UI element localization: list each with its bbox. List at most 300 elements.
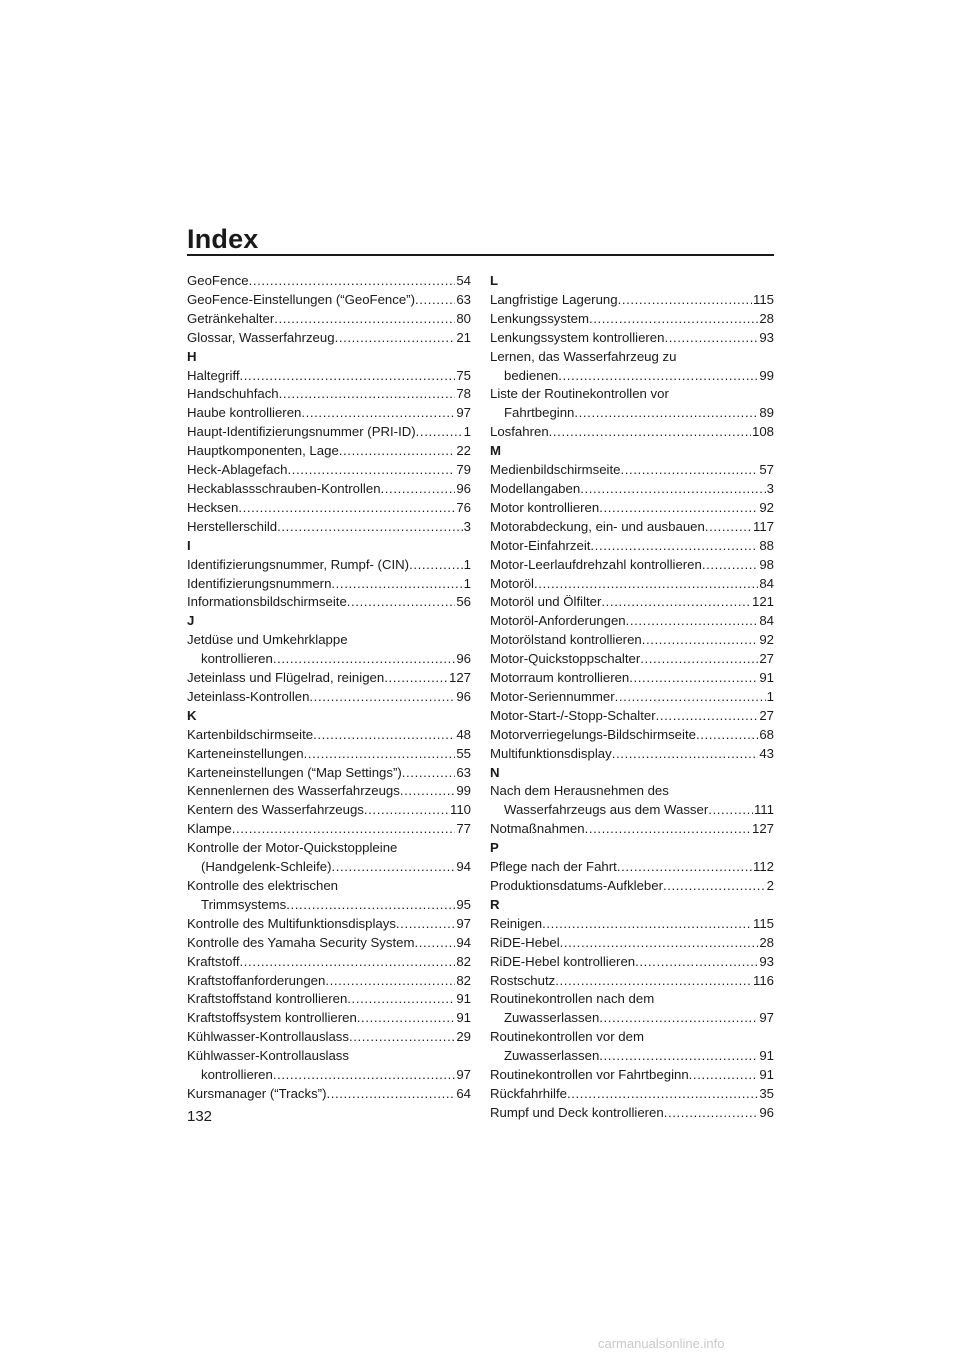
dot-leader [664,329,758,348]
index-entry [490,707,774,726]
dot-leader [629,669,758,688]
index-entry [187,404,471,423]
index-page-ref: 76 [456,499,471,515]
index-page-ref: 97 [759,1010,774,1026]
index-entry-text: Kursmanager (“Tracks”) [187,1085,327,1101]
index-entry [187,990,471,1009]
index-entry-text: Jetdüse und Umkehrklappe [187,632,348,648]
index-page-ref: 57 [759,462,774,478]
index-page-ref: 29 [456,1029,471,1045]
dot-leader [384,669,448,688]
index-page-ref: 63 [456,291,471,307]
index-entry-text: Kraftstoffstand kontrollieren [187,991,348,1007]
index-entry [187,896,471,915]
index-entry [490,593,774,612]
index-entry-text: Kontrolle der Motor-Quickstoppleine [187,840,398,856]
index-entry [187,461,471,480]
index-page-ref: 1 [463,575,471,591]
index-page-ref: 96 [456,688,471,704]
dot-leader [590,537,758,556]
index-page-ref: 2 [766,878,774,893]
dot-leader [364,801,449,820]
dot-leader [534,575,758,594]
index-entry-text: Haube kontrollieren [187,405,302,421]
index-entry [490,423,774,442]
dot-leader [601,593,751,612]
dot-leader [702,556,758,575]
index-page-ref: 78 [456,386,471,402]
index-entry-text: Modellangaben [490,480,581,496]
index-page-ref: 99 [456,783,471,799]
dot-leader [415,291,455,310]
index-entry [490,1047,774,1066]
index-entry [187,782,471,801]
dot-leader [560,934,759,953]
index-entry-text: Zuwasserlassen [504,1048,600,1064]
index-page-ref: 27 [759,651,774,667]
dot-leader [396,915,455,934]
index-entry-text: Motor-Quickstoppschalter [490,651,641,667]
index-entry-text: Kartenbildschirmseite [187,726,314,742]
dot-leader [313,726,455,745]
index-entry [187,745,471,764]
dot-leader [339,442,456,461]
index-entry-text: Motor-Einfahrzeit [490,537,591,553]
index-entry [187,367,471,386]
index-entry-text: Rostschutz [490,972,556,988]
index-entry [187,953,471,972]
index-page-ref: 55 [456,745,471,761]
index-letter-heading: R [490,896,500,912]
index-page-ref: 88 [759,537,774,553]
index-entry-text: Lernen, das Wasserfahrzeug zu [490,348,677,364]
index-page-ref: 22 [456,443,471,459]
dot-leader [663,877,766,896]
index-page-ref: 3 [463,518,471,534]
index-entry-text: Motorverriegelungs-Bildschirmseite [490,726,696,742]
index-letter-heading: I [187,537,191,553]
dot-leader [612,745,759,764]
index-letter-heading: K [187,707,197,723]
dot-leader [400,782,455,801]
index-entry-text: Routinekontrollen nach dem [490,991,655,1007]
index-page-ref: 94 [456,859,471,875]
index-page-ref: 92 [759,632,774,648]
index-entry [187,726,471,745]
index-entry [187,272,471,291]
index-entry [490,877,774,896]
index-entry [187,480,471,499]
index-letter-heading: M [490,443,501,459]
dot-leader [574,404,758,423]
index-entry [187,688,471,707]
index-entry-text: Nach dem Herausnehmen des [490,783,669,799]
index-entry [490,575,774,594]
index-entry-text: Fahrtbeginn [504,405,575,421]
index-page-ref: 82 [456,953,471,969]
index-entry [490,688,774,707]
index-entry [187,1028,471,1047]
index-entry-text: (Handgelenk-Schleife) [201,859,332,875]
dot-leader [309,688,455,707]
index-entry-text: Kontrolle des Yamaha Security System [187,934,415,950]
index-entry-text: Kontrolle des Multifunktionsdisplays [187,915,396,931]
dot-leader [549,423,751,442]
index-entry-text: Produktionsdatums-Aufkleber [490,878,663,893]
index-column-left [187,272,471,1104]
dot-leader [580,480,765,499]
index-entry-text: Kühlwasser-Kontrollauslass [187,1029,349,1045]
index-page-ref: 35 [759,1085,774,1101]
index-entry-text: GeoFence [187,273,249,288]
index-entry [490,631,774,650]
index-entry [187,423,471,442]
dot-leader [642,631,759,650]
index-page-ref: 84 [759,613,774,629]
index-entry [187,310,471,329]
index-page-ref: 91 [456,991,471,1007]
index-entry-text: Herstellerschild [187,518,278,534]
index-entry-text: Lenkungssystem kontrollieren [490,329,665,345]
index-page-ref: 95 [456,896,471,912]
index-entry-text: Glossar, Wasserfahrzeug [187,329,335,345]
index-entry [490,291,774,310]
index-entry [490,329,774,348]
dot-leader [301,404,455,423]
index-page-ref: 91 [759,1067,774,1083]
dot-leader [240,953,456,972]
index-entry [187,1009,471,1028]
index-entry [490,310,774,329]
index-entry-text: Kontrolle des elektrischen [187,878,339,893]
dot-leader [542,915,752,934]
index-entry-text: Kennenlernen des Wasserfahrzeugs [187,783,400,799]
index-page-ref: 91 [759,670,774,686]
dot-leader [381,480,456,499]
index-entry-text: Langfristige Lagerung [490,291,618,307]
dot-leader [349,1028,455,1047]
index-page-ref: 91 [456,1010,471,1026]
dot-leader [615,688,766,707]
index-entry [490,537,774,556]
index-entry-text: Motoröl und Ölfilter [490,594,602,610]
index-page-ref: 27 [759,707,774,723]
index-entry-text: Identifizierungsnummern [187,575,332,591]
index-page-ref: 121 [751,594,774,610]
index-entry-text: Wasserfahrzeugs aus dem Wasser [504,802,709,818]
index-entry-text: Routinekontrollen vor Fahrtbeginn [490,1067,689,1083]
index-entry-text: Losfahren [490,424,549,440]
index-entry-text: Heck-Ablagefach [187,462,288,478]
index-entry [187,858,471,877]
dot-leader [585,820,751,839]
index-page-ref: 80 [456,310,471,326]
index-entry [490,972,774,991]
index-page-ref: 63 [456,764,471,780]
index-page-ref: 1 [766,688,774,704]
index-entry-text: Pflege nach der Fahrt [490,859,617,875]
index-entry [187,934,471,953]
dot-leader [402,764,456,783]
index-page-ref: 89 [759,405,774,421]
index-page-ref: 112 [752,859,774,875]
index-entry-text: Motorölstand kontrollieren [490,632,642,648]
index-entry [187,801,471,820]
index-entry [490,518,774,537]
dot-leader [274,310,455,329]
index-entry-text: Kühlwasser-Kontrollauslass [187,1048,349,1064]
index-entry [490,953,774,972]
index-entry-text: Motorabdeckung, ein- und ausbauen [490,518,705,534]
index-page-ref: 77 [456,821,471,837]
index-page-ref: 110 [449,802,471,818]
index-entry-text: Rumpf und Deck kontrollieren [490,1104,664,1120]
index-entry [490,556,774,575]
index-page-ref: 93 [759,329,774,345]
index-entry [187,291,471,310]
dot-leader [409,556,463,575]
index-entry-text: Haltegriff [187,367,240,383]
index-entry [187,499,471,518]
index-entry-text: Hauptkomponenten, Lage [187,443,339,459]
index-letter-heading: J [187,613,195,629]
index-entry [490,1009,774,1028]
index-entry [187,650,471,669]
index-entry-text: Trimmsystems [201,896,287,912]
index-entry [490,461,774,480]
dot-leader [656,707,759,726]
dot-leader [249,272,456,291]
dot-leader [599,1047,758,1066]
index-page-ref: 97 [456,915,471,931]
index-entry [490,1085,774,1104]
dot-leader [240,367,456,386]
index-entry [490,1066,774,1085]
index-entry-text: kontrollieren [201,651,273,667]
index-entry [490,745,774,764]
index-entry-text: Routinekontrollen vor dem [490,1029,644,1045]
index-entry [187,1085,471,1104]
index-entry [490,801,774,820]
index-entry-text: Kraftstoff [187,953,240,969]
index-page-ref: 93 [759,953,774,969]
index-page-ref: 64 [456,1085,471,1101]
index-entry [187,442,471,461]
index-entry [187,556,471,575]
page-number: 132 [187,1108,213,1125]
title-divider [187,254,774,256]
dot-leader [286,896,455,915]
index-entry [187,329,471,348]
index-entry-text: Lenkungssystem [490,310,589,326]
index-entry-text: bedienen [504,367,559,383]
dot-leader [620,461,758,480]
index-page-ref: 56 [456,594,471,610]
index-entry [490,820,774,839]
index-page-ref: 75 [456,367,471,383]
index-page-ref: 43 [759,745,774,761]
index-page-ref: 96 [759,1104,774,1120]
dot-leader [273,650,455,669]
index-entry [490,934,774,953]
index-page-ref: 21 [456,329,471,345]
index-entry [490,1104,774,1123]
dot-leader [589,310,758,329]
index-page-ref: 97 [456,1067,471,1083]
index-entry [490,726,774,745]
index-page-ref: 1 [463,556,471,572]
dot-leader [708,801,753,820]
index-letter-heading: L [490,273,499,288]
index-entry-text: Motor kontrollieren [490,499,600,515]
dot-leader [705,518,752,537]
dot-leader [331,575,462,594]
index-entry-text: Multifunktionsdisplay [490,745,612,761]
dot-leader [414,934,455,953]
index-entry-text: Karteneinstellungen [187,745,304,761]
page-title: Index [187,224,259,254]
index-entry [490,480,774,499]
dot-leader [347,990,455,1009]
index-page-ref: 108 [751,424,774,440]
index-entry [490,404,774,423]
index-page-ref: 94 [456,934,471,950]
dot-leader [326,1085,455,1104]
index-entry-text: Liste der Routinekontrollen vor [490,386,669,402]
index-entry [490,499,774,518]
index-entry [187,593,471,612]
dot-leader [347,593,456,612]
dot-leader [232,820,456,839]
index-entry [490,669,774,688]
index-entry [187,764,471,783]
index-entry-text: Motoröl [490,575,534,591]
index-entry-text: Motor-Seriennummer [490,688,615,704]
dot-leader [304,745,456,764]
index-letter-heading: N [490,764,500,780]
index-entry-text: RiDE-Hebel [490,934,560,950]
index-entry-text: Karteneinstellungen (“Map Settings”) [187,764,402,780]
dot-leader [273,1066,455,1085]
index-entry-text: Motoröl-Anforderungen [490,613,626,629]
dot-leader [331,858,455,877]
index-entry-text: Haupt-Identifizierungsnummer (PRI-ID) [187,424,416,440]
index-entry [490,650,774,669]
index-page-ref: 28 [759,934,774,950]
index-entry [187,669,471,688]
index-page-ref: 84 [759,575,774,591]
dot-leader [277,518,463,537]
dot-leader [335,329,456,348]
index-entry-text: RiDE-Hebel kontrollieren [490,953,636,969]
index-entry-text: Motorraum kontrollieren [490,670,630,686]
index-page-ref: 115 [752,291,774,307]
dot-leader [279,385,456,404]
index-page-ref: 98 [759,556,774,572]
index-entry-text: Rückfahrhilfe [490,1085,567,1101]
index-page-ref: 48 [456,726,471,742]
index-page-ref: 127 [751,821,774,837]
dot-leader [287,461,455,480]
index-page-ref: 96 [456,480,471,496]
index-entry-text: kontrollieren [201,1067,273,1083]
index-entry-text: Heckablassschrauben-Kontrollen [187,480,381,496]
index-page-ref: 127 [448,670,471,686]
index-entry-text: Motor-Start-/-Stopp-Schalter [490,707,656,723]
index-page-ref: 99 [759,367,774,383]
index-entry [187,915,471,934]
index-entry [187,1066,471,1085]
index-entry-text: Reinigen [490,915,543,931]
index-entry-text: GeoFence-Einstellungen (“GeoFence”) [187,291,415,307]
dot-leader [696,726,758,745]
index-page-ref: 79 [456,462,471,478]
index-entry [490,858,774,877]
dot-leader [618,291,752,310]
index-page-ref: 116 [752,972,774,988]
index-letter-heading: P [490,840,499,856]
dot-leader [635,953,758,972]
dot-leader [599,499,758,518]
dot-leader [416,423,463,442]
dot-leader [626,612,759,631]
index-page-ref: 96 [456,651,471,667]
index-entry-text: Kentern des Wasserfahrzeugs [187,802,364,818]
index-entry [490,367,774,386]
dot-leader [689,1066,759,1085]
index-entry-text: Kraftstoffsystem kontrollieren [187,1010,357,1026]
index-entry [187,385,471,404]
index-page-ref: 97 [456,405,471,421]
index-entry [187,575,471,594]
dot-leader [664,1104,759,1123]
dot-leader [238,499,455,518]
index-entry-text: Jeteinlass und Flügelrad, reinigen [187,670,385,686]
dot-leader [599,1009,758,1028]
index-column-right [490,272,774,1123]
index-page-ref: 91 [759,1048,774,1064]
index-entry [187,972,471,991]
index-entry [187,518,471,537]
index-entry-text: Identifizierungsnummer, Rumpf- (CIN) [187,556,410,572]
index-entry-text: Handschuhfach [187,386,279,402]
dot-leader [640,650,758,669]
index-page-ref: 111 [753,802,774,818]
index-entry-text: Motor-Leerlaufdrehzahl kontrollieren [490,556,702,572]
index-page-ref: 28 [759,310,774,326]
dot-leader [558,367,758,386]
dot-leader [617,858,752,877]
watermark: carmanualsonline.info [598,1336,725,1351]
index-page-ref: 117 [752,518,774,534]
index-entry-text: Informationsbildschirmseite [187,594,347,610]
index-entry-text: Klampe [187,821,232,837]
index-letter-heading: H [187,348,197,364]
index-page-ref: 68 [759,726,774,742]
index-entry-text: Jeteinlass-Kontrollen [187,688,310,704]
dot-leader [567,1085,758,1104]
index-page-ref: 3 [766,480,774,496]
index-entry-text: Medienbildschirmseite [490,462,621,478]
index-entry-text: Kraftstoffanforderungen [187,972,326,988]
index-page-ref: 1 [463,424,471,440]
index-entry-text: Hecksen [187,499,239,515]
index-entry-text: Notmaßnahmen [490,821,585,837]
index-page-ref: 115 [752,915,774,931]
index-page-ref: 92 [759,499,774,515]
index-entry [187,820,471,839]
dot-leader [325,972,455,991]
